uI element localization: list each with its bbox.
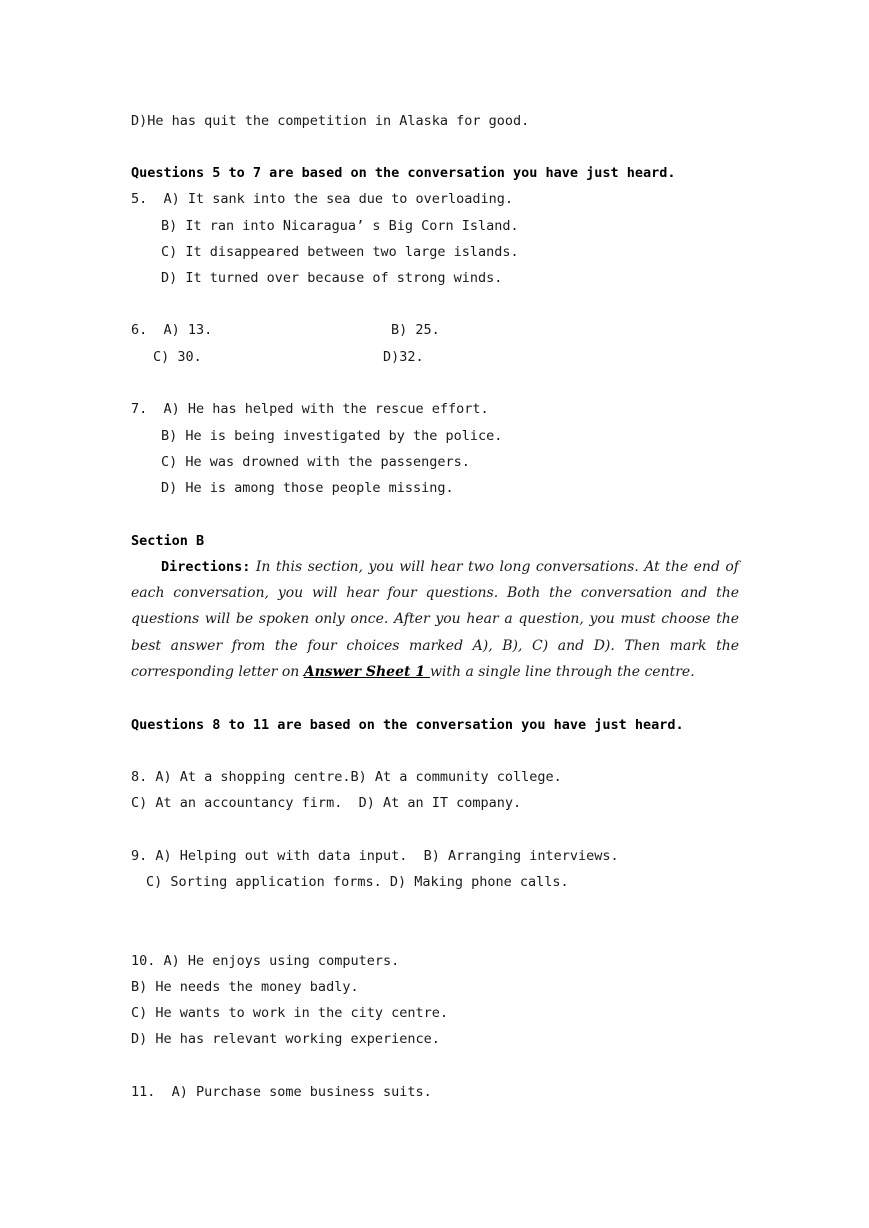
q9-line-2: C) Sorting application forms. D) Making phone calls. bbox=[146, 874, 569, 890]
q5-option-b: B) It ran into Nicaragua’ s Big Corn Island. bbox=[161, 218, 519, 234]
q10-option-c: C) He wants to work in the city centre. bbox=[131, 1005, 448, 1021]
q7-option-d: D) He is among those people missing. bbox=[161, 480, 454, 496]
section-b-directions bbox=[131, 554, 739, 685]
directions-text-2: with a single line through the centre. bbox=[429, 663, 695, 680]
q4-option-d: D)He has quit the competition in Alaska for good. bbox=[131, 113, 530, 129]
q6-option-a: 6. A) 13. bbox=[131, 322, 213, 338]
directions-label: Directions: bbox=[161, 559, 251, 575]
section-b-title: Section B bbox=[131, 533, 205, 549]
q6-option-b: B) 25. bbox=[391, 322, 440, 338]
q8-line-2: C) At an accountancy firm. D) At an IT company. bbox=[131, 795, 522, 811]
q10-option-d: D) He has relevant working experience. bbox=[131, 1031, 440, 1047]
answer-sheet-label: Answer Sheet 1 bbox=[303, 663, 430, 680]
q10-option-b: B) He needs the money badly. bbox=[131, 979, 359, 995]
q7-option-c: C) He was drowned with the passengers. bbox=[161, 454, 470, 470]
questions-8-11-heading: Questions 8 to 11 are based on the conversation you have just heard. bbox=[131, 717, 684, 733]
q11-option-a: 11. A) Purchase some business suits. bbox=[131, 1084, 432, 1100]
q7-option-b: B) He is being investigated by the police. bbox=[161, 428, 503, 444]
q6-option-d: D)32. bbox=[383, 349, 424, 365]
q9-line-1: 9. A) Helping out with data input. B) Arranging interviews. bbox=[131, 848, 619, 864]
q8-line-1: 8. A) At a shopping centre.B) At a community college. bbox=[131, 769, 562, 785]
q6-option-c: C) 30. bbox=[153, 349, 202, 365]
directions-text-1: In this section, you will hear two long conversations. At the end of each conversation, you will hear four questions. Both the conversation and the questions will be spoken only once. After you hear a question, you must choose the best answer from the four choices marked A), B), C) and D). Then mark the corresponding letter on bbox=[131, 559, 739, 680]
q7-option-a: 7. A) He has helped with the rescue effort. bbox=[131, 401, 489, 417]
q5-option-d: D) It turned over because of strong winds. bbox=[161, 270, 503, 286]
questions-5-7-heading: Questions 5 to 7 are based on the conversation you have just heard. bbox=[131, 165, 676, 181]
q10-option-a: 10. A) He enjoys using computers. bbox=[131, 953, 400, 969]
q5-option-a: 5. A) It sank into the sea due to overloading. bbox=[131, 191, 514, 207]
q5-option-c: C) It disappeared between two large islands. bbox=[161, 244, 519, 260]
